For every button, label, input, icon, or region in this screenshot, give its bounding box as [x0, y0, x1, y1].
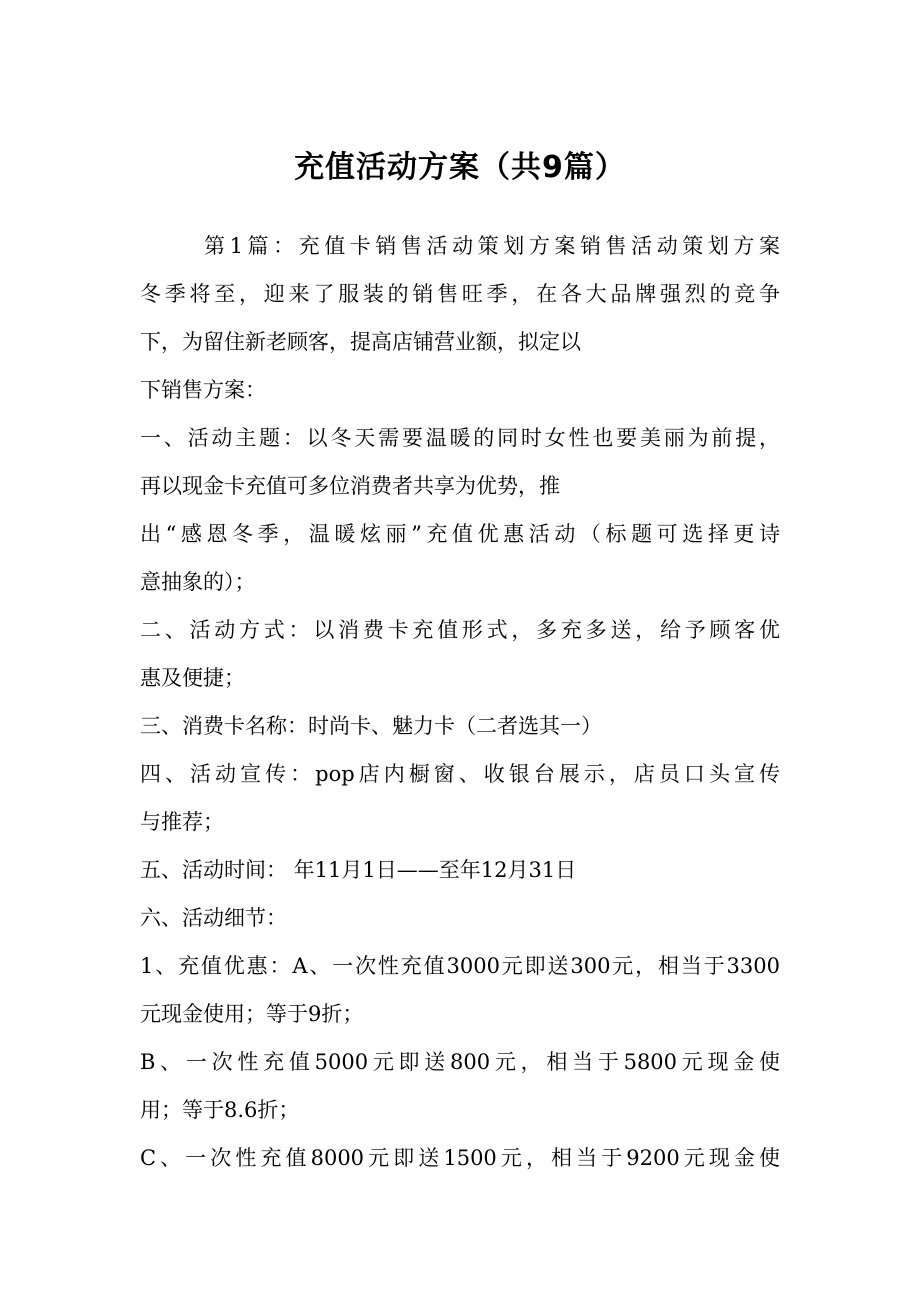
text-line: 惠及便捷； [140, 666, 245, 690]
text-line: 五、活动时间： 年11月1日——至年12月31日 [140, 858, 577, 882]
text-line: 意抽象的）； [140, 570, 256, 594]
text-line: 再以现金卡充值可多位消费者共享为优势，推 [140, 474, 560, 498]
text-line: 二、活动方式：以消费卡充值形式，多充多送，给予顾客优 [140, 618, 780, 642]
text-line: 元现金使用；等于9折； [140, 1002, 364, 1026]
text-line: 下，为留住新老顾客，提高店铺营业额，拟定以 [140, 330, 581, 354]
document-title: 充值活动方案（共9篇） [294, 150, 626, 185]
text-line: 一、活动主题：以冬天需要温暖的同时女性也要美丽为前提， [140, 426, 780, 450]
text-line: 与推荐； [140, 810, 224, 834]
text-line: 下销售方案： [140, 378, 266, 402]
text-line: 三、消费卡名称：时尚卡、魅力卡（二者选其一） [140, 714, 602, 738]
text-line: 出“感恩冬季，温暖炫丽”充值优惠活动（标题可选择更诗 [140, 522, 780, 546]
text-line: 四、活动宣传：pop店内橱窗、收银台展示，店员口头宣传 [140, 762, 780, 786]
document-body [140, 222, 780, 1182]
text-line: 1、充值优惠：A、一次性充值3000元即送300元，相当于3300 [140, 954, 780, 978]
text-line: C、一次性充值8000元即送1500元，相当于9200元现金使 [140, 1146, 780, 1170]
text-line: 冬季将至，迎来了服装的销售旺季，在各大品牌强烈的竞争 [140, 282, 780, 306]
text-line: 用；等于8.6折； [140, 1098, 300, 1122]
text-line: 六、活动细节： [140, 906, 287, 930]
text-line: B、一次性充值5000元即送800元，相当于5800元现金使 [140, 1050, 780, 1074]
text-line: 第1篇：充值卡销售活动策划方案销售活动策划方案 [204, 234, 780, 258]
